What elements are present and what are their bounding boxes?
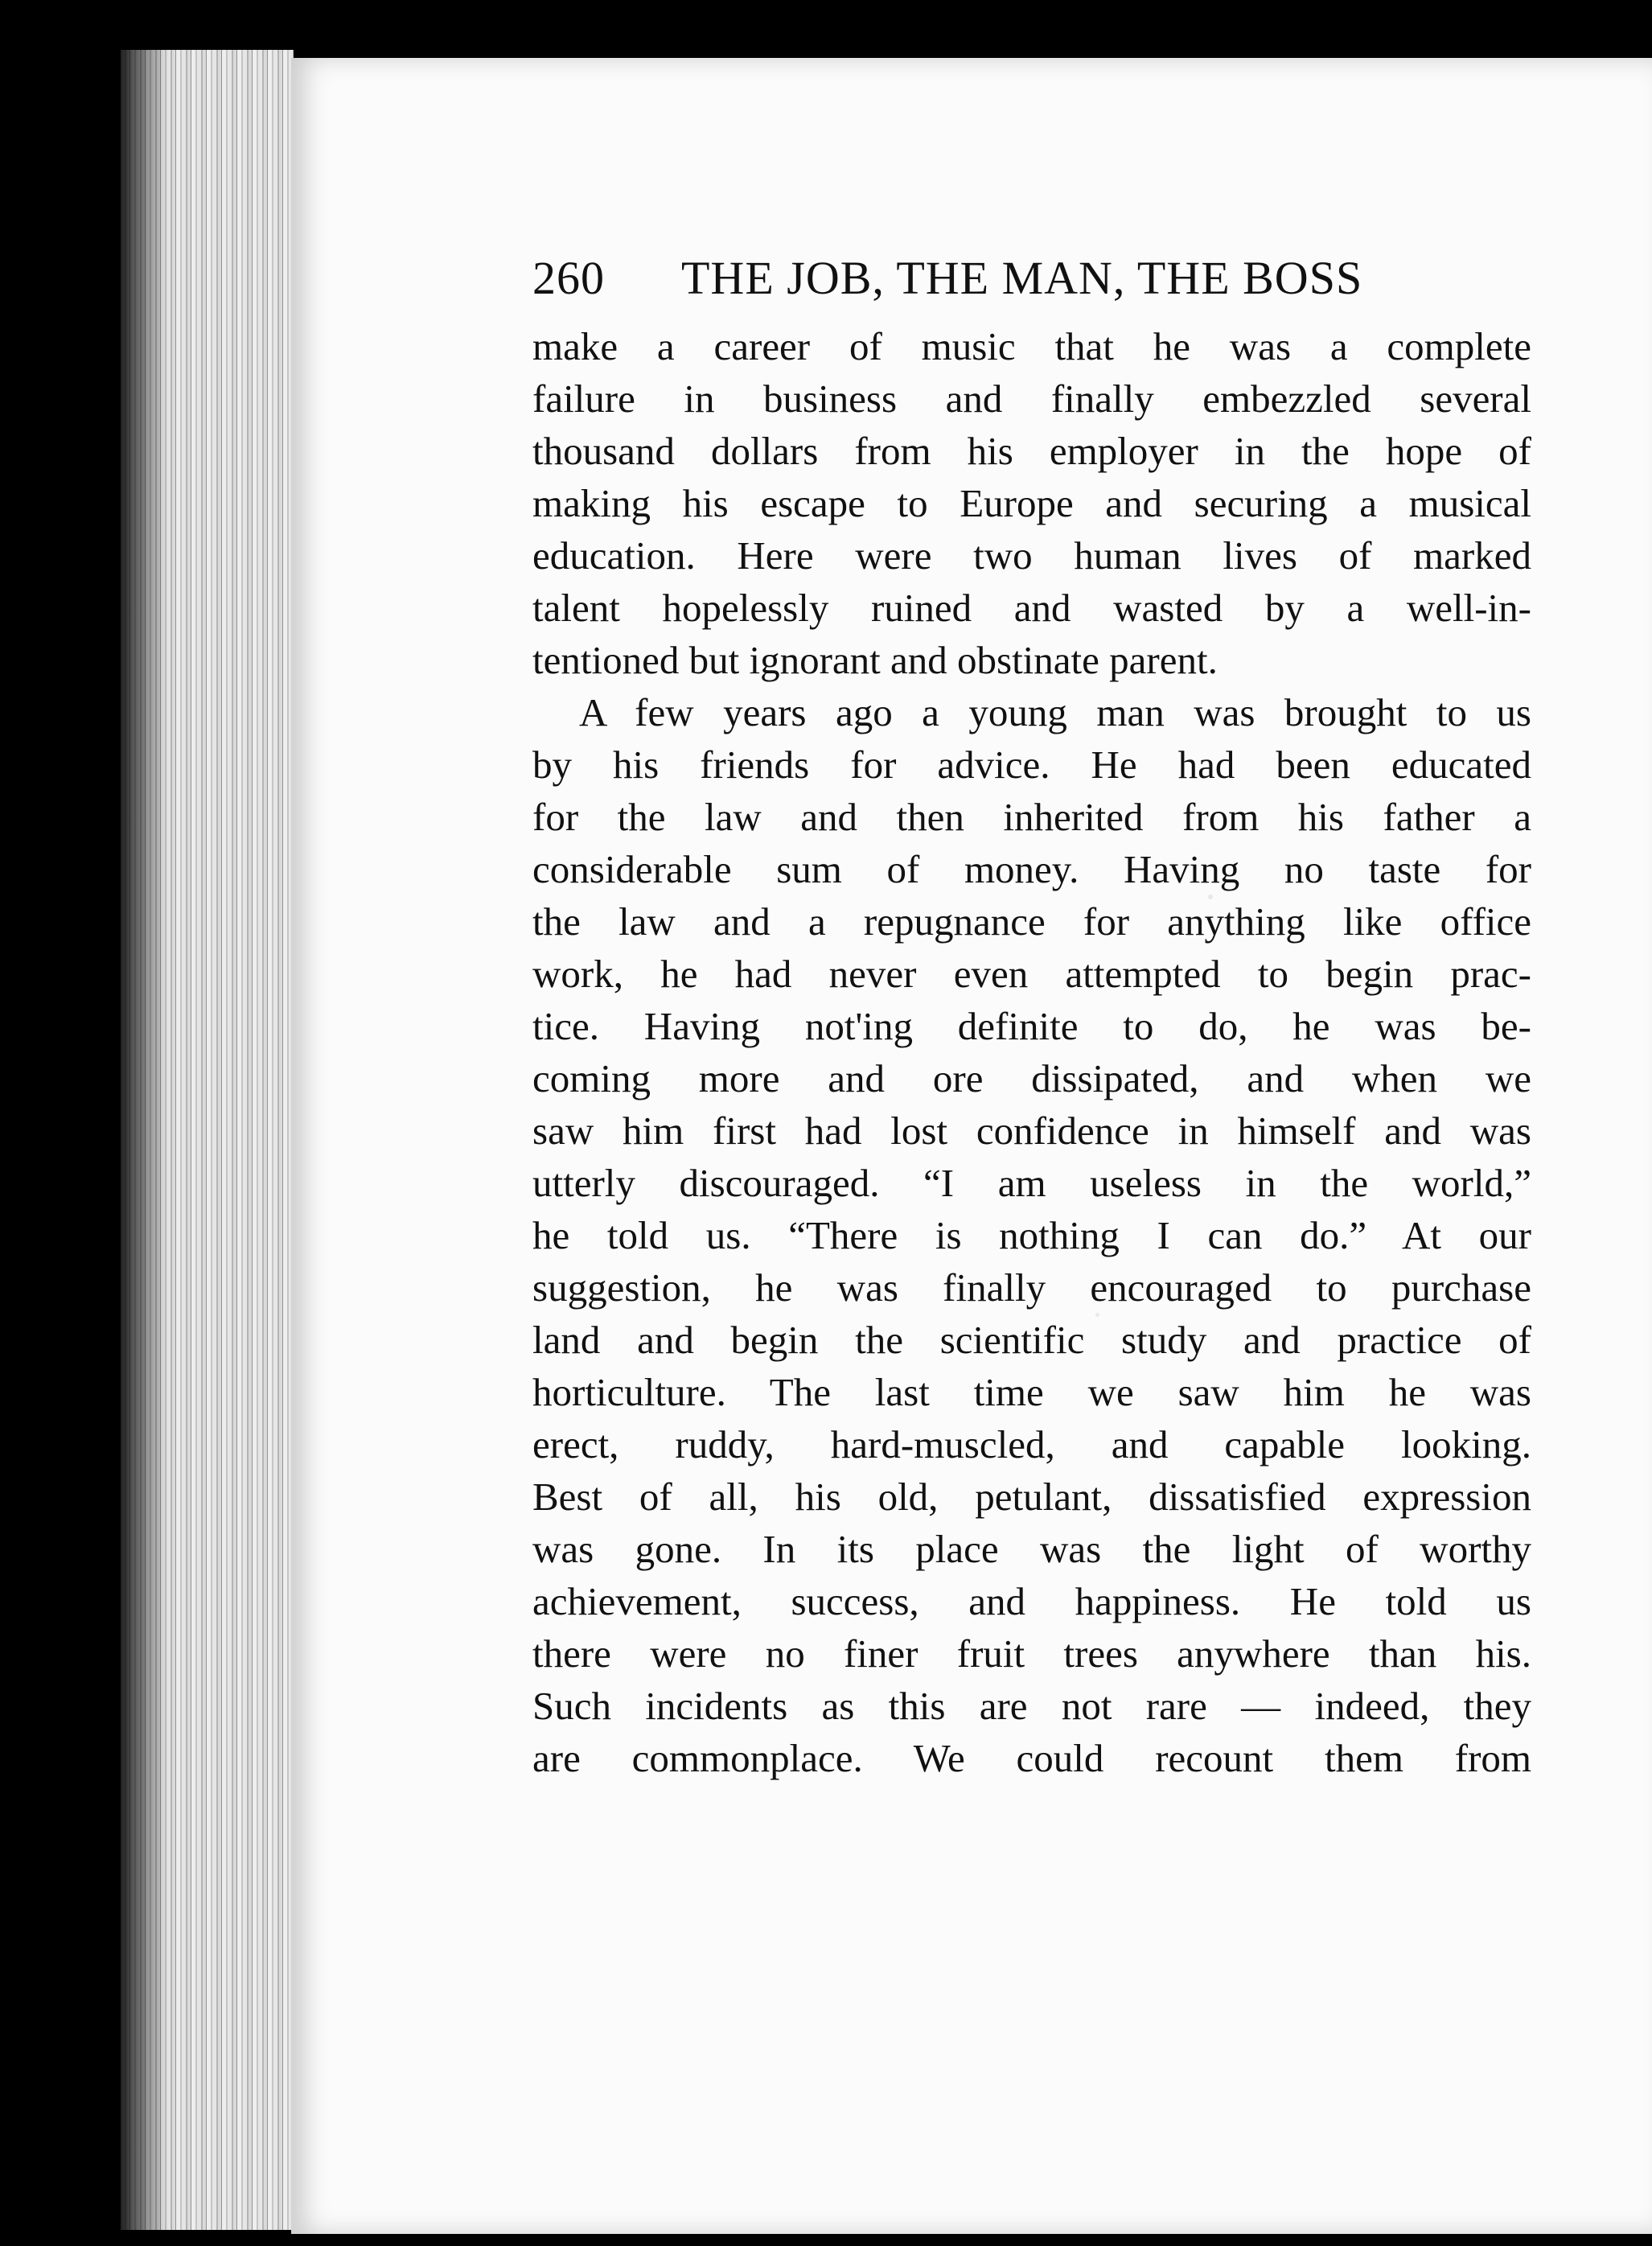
text-line: talent hopelessly ruined and wasted by a well-in-	[532, 586, 1531, 630]
text-line: land and begin the scientific study and practice of	[532, 1318, 1531, 1362]
text-line: there were no finer fruit trees anywhere than his.	[532, 1631, 1531, 1676]
running-header	[532, 251, 1393, 307]
text-line: are commonplace. We could recount them from	[532, 1736, 1531, 1780]
text-line: tentioned but ignorant and obstinate parent.	[532, 638, 1218, 682]
text-line: erect, ruddy, hard-muscled, and capable looking.	[532, 1422, 1531, 1466]
text-line: Best of all, his old, petulant, dissatisfied expression	[532, 1475, 1531, 1519]
text-line: utterly discouraged. “I am useless in the world,”	[532, 1161, 1531, 1205]
text-line: thousand dollars from his employer in the hope of	[532, 429, 1531, 473]
text-line: coming more and ore dissipated, and when we	[532, 1056, 1531, 1100]
text-line: was gone. In its place was the light of worthy	[532, 1527, 1531, 1571]
text-line: Such incidents as this are not rare — indeed, they	[532, 1684, 1531, 1728]
body-text	[532, 320, 1531, 1784]
text-line: he told us. “There is nothing I can do.” At our	[532, 1213, 1531, 1257]
text-line: horticulture. The last time we saw him he was	[532, 1370, 1531, 1414]
text-line: suggestion, he was finally encouraged to purchase	[532, 1265, 1531, 1310]
text-line: making his escape to Europe and securing a musical	[532, 481, 1531, 525]
page-edges-stack	[121, 50, 294, 2230]
text-line: achievement, success, and happiness. He told us	[532, 1579, 1531, 1623]
text-line: work, he had never even attempted to begin prac-	[532, 952, 1531, 996]
text-line: tice. Having not'ing definite to do, he was be-	[532, 1004, 1531, 1048]
text-line: education. Here were two human lives of marked	[532, 533, 1531, 578]
text-line: failure in business and finally embezzled several	[532, 376, 1531, 421]
text-line: for the law and then inherited from his father a	[532, 795, 1531, 839]
paragraph-first-line: A few years ago a young man was brought to us	[579, 690, 1531, 734]
running-title: THE JOB, THE MAN, THE BOSS	[681, 252, 1363, 304]
text-line: make a career of music that he was a complete	[532, 324, 1531, 368]
text-line: saw him first had lost confidence in himself and was	[532, 1109, 1531, 1153]
text-line: the law and a repugnance for anything like office	[532, 899, 1531, 944]
text-line: considerable sum of money. Having no taste for	[532, 847, 1531, 891]
text-line: by his friends for advice. He had been educated	[532, 742, 1531, 787]
page-number: 260	[532, 252, 605, 304]
